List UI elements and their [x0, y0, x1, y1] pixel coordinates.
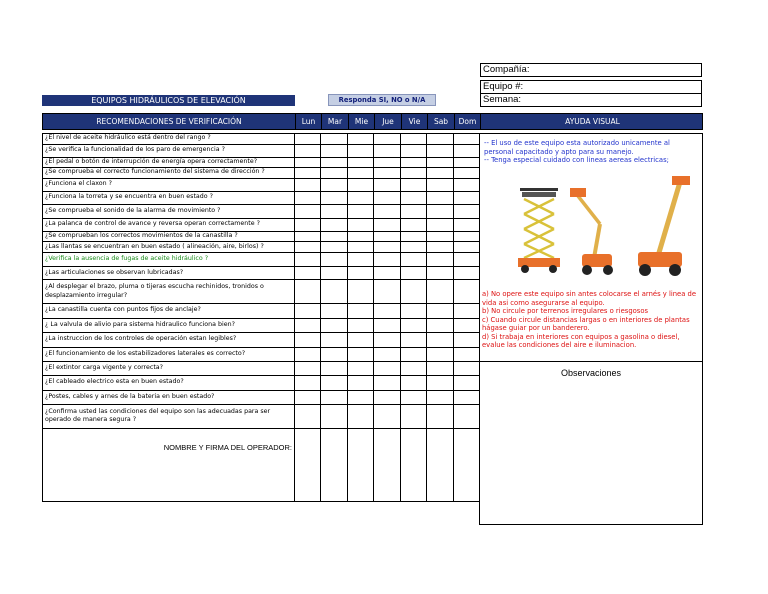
answer-cell-dom[interactable] — [454, 376, 480, 391]
table-row — [43, 253, 480, 267]
signature-day-cell[interactable] — [321, 428, 348, 501]
answer-cell-jue[interactable] — [374, 218, 401, 231]
answer-cell-mie[interactable] — [348, 253, 374, 267]
table-row — [43, 231, 480, 242]
answer-cell-jue[interactable] — [374, 231, 401, 242]
answer-cell-mar[interactable] — [321, 332, 348, 347]
answer-cell-vie[interactable] — [401, 390, 427, 405]
answer-cell-vie[interactable] — [401, 191, 427, 204]
company-field[interactable] — [480, 63, 702, 77]
answer-cell-vie[interactable] — [401, 168, 427, 179]
answer-cell-mar[interactable] — [321, 144, 348, 157]
answer-cell-sab[interactable] — [427, 157, 454, 168]
table-header — [42, 113, 703, 130]
answer-cell-dom[interactable] — [454, 178, 480, 191]
visual-aid-panel — [479, 133, 703, 525]
answer-cell-lun[interactable] — [295, 390, 321, 405]
answer-cell-lun[interactable] — [295, 157, 321, 168]
answer-cell-jue[interactable] — [374, 134, 401, 145]
answer-cell-dom[interactable] — [454, 242, 480, 253]
ventilation-rule: d) Si trabaja en interiores con equipos a gasolina o diesel, evalue las condiciones del aire e iluminacion. — [482, 332, 680, 349]
answer-cell-mar[interactable] — [321, 178, 348, 191]
day-header: Jue — [374, 114, 401, 129]
form-title: EQUIPOS HIDRÁULICOS DE ELEVACIÓN — [42, 95, 295, 106]
table-row — [43, 242, 480, 253]
answer-cell-jue[interactable] — [374, 144, 401, 157]
answer-cell-sab[interactable] — [427, 361, 454, 376]
answer-cell-jue[interactable] — [374, 280, 401, 304]
lift-equipment-illustration — [508, 174, 700, 282]
question-text: ¿ La valvula de alivio para sistema hidraulico funciona bien? — [43, 318, 295, 332]
answer-cell-vie[interactable] — [401, 361, 427, 376]
answer-cell-lun[interactable] — [295, 191, 321, 204]
signature-row — [43, 428, 480, 501]
answer-cell-mar[interactable] — [321, 191, 348, 204]
answer-cell-mar[interactable] — [321, 405, 348, 429]
answer-cell-jue[interactable] — [374, 191, 401, 204]
answer-cell-lun[interactable] — [295, 405, 321, 429]
answer-cell-dom[interactable] — [454, 405, 480, 429]
question-text: ¿El pedal o botón de interrupción de energía opera correctamente? — [43, 157, 295, 168]
answer-cell-dom[interactable] — [454, 204, 480, 218]
answer-cell-sab[interactable] — [427, 390, 454, 405]
signature-day-cell[interactable] — [454, 428, 480, 501]
answer-cell-mie[interactable] — [348, 134, 374, 145]
table-row — [43, 390, 480, 405]
answer-cell-lun[interactable] — [295, 376, 321, 391]
answer-cell-vie[interactable] — [401, 280, 427, 304]
answer-cell-mar[interactable] — [321, 267, 348, 280]
operator-signature-field[interactable] — [43, 428, 295, 501]
table-row — [43, 204, 480, 218]
answer-cell-vie[interactable] — [401, 134, 427, 145]
answer-cell-lun[interactable] — [295, 178, 321, 191]
answer-cell-sab[interactable] — [427, 376, 454, 391]
answer-cell-mie[interactable] — [348, 332, 374, 347]
table-row — [43, 361, 480, 376]
answer-cell-dom[interactable] — [454, 191, 480, 204]
answer-cell-mar[interactable] — [321, 318, 348, 332]
equipment-label: Equipo #: — [483, 81, 524, 92]
answer-cell-mar[interactable] — [321, 218, 348, 231]
day-header: Mar — [321, 114, 348, 129]
answer-cell-lun[interactable] — [295, 204, 321, 218]
question-text: ¿Funciona la torreta y se encuentra en buen estado ? — [43, 191, 295, 204]
question-text: ¿Verifica la ausencia de fugas de aceite hidráulico ? — [43, 253, 295, 267]
flagger-rule: c) Cuando circule distancias largas o en interiores de plantas hágase guiar por un banderero. — [482, 315, 690, 332]
answer-cell-mar[interactable] — [321, 231, 348, 242]
answer-cell-vie[interactable] — [401, 204, 427, 218]
answer-cell-dom[interactable] — [454, 390, 480, 405]
answer-cell-jue[interactable] — [374, 304, 401, 319]
answer-cell-vie[interactable] — [401, 178, 427, 191]
answer-cell-dom[interactable] — [454, 304, 480, 319]
answer-cell-mie[interactable] — [348, 204, 374, 218]
harness-rule: a) No opere este equipo sin antes colocarse el arnés y linea de vida asi como asegurarse al equipo. — [482, 290, 697, 307]
answer-cell-sab[interactable] — [427, 218, 454, 231]
table-row — [43, 218, 480, 231]
answer-cell-lun[interactable] — [295, 304, 321, 319]
table-row — [43, 157, 480, 168]
answer-cell-sab[interactable] — [427, 168, 454, 179]
week-field[interactable] — [480, 93, 702, 107]
table-row — [43, 304, 480, 319]
visual-aid-header: AYUDA VISUAL — [480, 114, 704, 129]
answer-cell-dom[interactable] — [454, 168, 480, 179]
answer-cell-mie[interactable] — [348, 242, 374, 253]
terrain-rule: b) No circule por terrenos irregulares o riesgosos — [482, 307, 649, 315]
signature-day-cell[interactable] — [374, 428, 401, 501]
answer-cell-jue[interactable] — [374, 157, 401, 168]
question-text: ¿El funcionamiento de los estabilizadores laterales es correcto? — [43, 347, 295, 361]
question-text: ¿La canastilla cuenta con puntos fijos de anclaje? — [43, 304, 295, 319]
signature-day-cell[interactable] — [427, 428, 454, 501]
answer-cell-mie[interactable] — [348, 178, 374, 191]
answer-cell-lun[interactable] — [295, 280, 321, 304]
answer-cell-mie[interactable] — [348, 347, 374, 361]
answer-cell-jue[interactable] — [374, 332, 401, 347]
answer-cell-mar[interactable] — [321, 376, 348, 391]
answer-cell-vie[interactable] — [401, 332, 427, 347]
answer-cell-mie[interactable] — [348, 390, 374, 405]
answer-cell-sab[interactable] — [427, 134, 454, 145]
answer-cell-mar[interactable] — [321, 168, 348, 179]
answer-cell-dom[interactable] — [454, 347, 480, 361]
answer-cell-mar[interactable] — [321, 304, 348, 319]
table-row — [43, 347, 480, 361]
answer-cell-sab[interactable] — [427, 405, 454, 429]
question-text: ¿El cableado electrico esta en buen estado? — [43, 376, 295, 391]
answer-cell-vie[interactable] — [401, 218, 427, 231]
observations-divider — [480, 361, 702, 362]
answer-cell-dom[interactable] — [454, 144, 480, 157]
question-text: ¿Confirma usted las condiciones del equipo son las adecuadas para ser operado de manera segura ? — [43, 405, 295, 429]
answer-cell-mie[interactable] — [348, 361, 374, 376]
week-label: Semana: — [483, 94, 522, 105]
power-lines-note: -- Tenga especial cuidado con lineas aereas electricas; — [484, 156, 669, 164]
answer-cell-mar[interactable] — [321, 347, 348, 361]
telescopic-boom-icon — [638, 176, 690, 276]
question-text: ¿Las articulaciones se observan lubricadas? — [43, 267, 295, 280]
answer-cell-sab[interactable] — [427, 191, 454, 204]
checklist-table — [42, 133, 480, 502]
table-row — [43, 134, 480, 145]
observations-area[interactable] — [480, 380, 702, 524]
answer-cell-dom[interactable] — [454, 231, 480, 242]
table-row — [43, 332, 480, 347]
answer-cell-lun[interactable] — [295, 332, 321, 347]
signature-day-cell[interactable] — [295, 428, 321, 501]
day-header: Dom — [454, 114, 480, 129]
company-label: Compañía: — [483, 64, 530, 75]
table-row — [43, 280, 480, 304]
answer-cell-jue[interactable] — [374, 347, 401, 361]
answer-cell-vie[interactable] — [401, 242, 427, 253]
answer-cell-lun[interactable] — [295, 318, 321, 332]
answer-cell-mie[interactable] — [348, 231, 374, 242]
answer-cell-sab[interactable] — [427, 347, 454, 361]
answer-cell-mar[interactable] — [321, 390, 348, 405]
answer-cell-dom[interactable] — [454, 218, 480, 231]
answer-cell-vie[interactable] — [401, 376, 427, 391]
answer-cell-dom[interactable] — [454, 253, 480, 267]
day-header: Lun — [295, 114, 321, 129]
answer-cell-vie[interactable] — [401, 267, 427, 280]
answer-cell-vie[interactable] — [401, 144, 427, 157]
question-text: ¿El nivel de aceite hidráulico está dentro del rango ? — [43, 134, 295, 145]
answer-cell-vie[interactable] — [401, 405, 427, 429]
answer-cell-mie[interactable] — [348, 376, 374, 391]
signature-day-cell[interactable] — [348, 428, 374, 501]
answer-cell-dom[interactable] — [454, 361, 480, 376]
answer-cell-jue[interactable] — [374, 242, 401, 253]
answer-cell-mie[interactable] — [348, 280, 374, 304]
answer-cell-sab[interactable] — [427, 332, 454, 347]
answer-cell-sab[interactable] — [427, 253, 454, 267]
boom-lift-icon — [570, 188, 613, 275]
question-text: ¿Se comprueba el sonido de la alarma de movimiento ? — [43, 204, 295, 218]
operator-signature-label: NOMBRE Y FIRMA DEL OPERADOR: — [163, 443, 292, 453]
answer-cell-sab[interactable] — [427, 304, 454, 319]
answer-cell-mie[interactable] — [348, 191, 374, 204]
table-row — [43, 168, 480, 179]
answer-cell-mar[interactable] — [321, 361, 348, 376]
answer-cell-jue[interactable] — [374, 361, 401, 376]
answer-cell-lun[interactable] — [295, 218, 321, 231]
answer-cell-mie[interactable] — [348, 405, 374, 429]
answer-cell-sab[interactable] — [427, 267, 454, 280]
answer-cell-mie[interactable] — [348, 157, 374, 168]
table-row — [43, 144, 480, 157]
answer-cell-lun[interactable] — [295, 361, 321, 376]
answer-cell-lun[interactable] — [295, 267, 321, 280]
answer-cell-jue[interactable] — [374, 168, 401, 179]
answer-cell-dom[interactable] — [454, 332, 480, 347]
question-text: ¿Funciona el claxon ? — [43, 178, 295, 191]
answer-cell-mar[interactable] — [321, 134, 348, 145]
answer-cell-sab[interactable] — [427, 280, 454, 304]
respond-instruction: Responda SI, NO o N/A — [328, 94, 436, 106]
answer-cell-sab[interactable] — [427, 231, 454, 242]
question-text: ¿Se verifica la funcionalidad de los paro de emergencia ? — [43, 144, 295, 157]
answer-cell-dom[interactable] — [454, 318, 480, 332]
answer-cell-vie[interactable] — [401, 157, 427, 168]
table-row — [43, 405, 480, 429]
answer-cell-jue[interactable] — [374, 376, 401, 391]
question-text: ¿Se comprueba el correcto funcionamiento del sistema de dirección ? — [43, 168, 295, 179]
answer-cell-mie[interactable] — [348, 168, 374, 179]
signature-day-cell[interactable] — [401, 428, 427, 501]
answer-cell-lun[interactable] — [295, 134, 321, 145]
answer-cell-vie[interactable] — [401, 347, 427, 361]
observations-label: Observaciones — [560, 368, 622, 378]
answer-cell-dom[interactable] — [454, 280, 480, 304]
table-row — [43, 267, 480, 280]
answer-cell-mie[interactable] — [348, 318, 374, 332]
answer-cell-vie[interactable] — [401, 318, 427, 332]
answer-cell-mie[interactable] — [348, 267, 374, 280]
answer-cell-jue[interactable] — [374, 318, 401, 332]
answer-cell-dom[interactable] — [454, 157, 480, 168]
question-text: ¿El extintor carga vigente y correcta? — [43, 361, 295, 376]
answer-cell-vie[interactable] — [401, 231, 427, 242]
usage-note: -- El uso de este equipo esta autorizado unicamente al personal capacitado y apto para su manejo. — [484, 139, 670, 156]
scissor-lift-icon — [518, 188, 560, 273]
answer-cell-lun[interactable] — [295, 144, 321, 157]
answer-cell-dom[interactable] — [454, 134, 480, 145]
answer-cell-dom[interactable] — [454, 267, 480, 280]
answer-cell-mie[interactable] — [348, 304, 374, 319]
answer-cell-sab[interactable] — [427, 178, 454, 191]
answer-cell-jue[interactable] — [374, 390, 401, 405]
answer-cell-mar[interactable] — [321, 157, 348, 168]
answer-cell-vie[interactable] — [401, 304, 427, 319]
question-text: ¿Al desplegar el brazo, pluma o tijeras escucha rechinidos, tronidos o desplazamiento irregular? — [43, 280, 295, 304]
table-row — [43, 318, 480, 332]
answer-cell-lun[interactable] — [295, 347, 321, 361]
answer-cell-mar[interactable] — [321, 253, 348, 267]
day-header: Sab — [427, 114, 454, 129]
answer-cell-sab[interactable] — [427, 144, 454, 157]
question-text: ¿Las llantas se encuentran en buen estado ( alineación, aire, birlos) ? — [43, 242, 295, 253]
equipment-field[interactable] — [480, 80, 702, 94]
answer-cell-lun[interactable] — [295, 242, 321, 253]
answer-cell-sab[interactable] — [427, 318, 454, 332]
answer-cell-lun[interactable] — [295, 231, 321, 242]
answer-cell-mar[interactable] — [321, 204, 348, 218]
answer-cell-sab[interactable] — [427, 242, 454, 253]
question-text: ¿La instruccion de los controles de operación estan legibles? — [43, 332, 295, 347]
answer-cell-mie[interactable] — [348, 218, 374, 231]
answer-cell-mie[interactable] — [348, 144, 374, 157]
question-text: ¿Postes, cables y arnes de la bateria en buen estado? — [43, 390, 295, 405]
answer-cell-jue[interactable] — [374, 178, 401, 191]
answer-cell-lun[interactable] — [295, 168, 321, 179]
question-text: ¿La palanca de control de avance y reversa operan correctamente ? — [43, 218, 295, 231]
answer-cell-jue[interactable] — [374, 204, 401, 218]
answer-cell-lun[interactable] — [295, 253, 321, 267]
answer-cell-sab[interactable] — [427, 204, 454, 218]
answer-cell-jue[interactable] — [374, 253, 401, 267]
answer-cell-vie[interactable] — [401, 253, 427, 267]
day-header: Mie — [348, 114, 374, 129]
day-header: Vie — [401, 114, 427, 129]
recommendations-header: RECOMENDACIONES DE VERIFICACIÓN — [96, 117, 242, 126]
table-row — [43, 376, 480, 391]
answer-cell-mar[interactable] — [321, 280, 348, 304]
answer-cell-jue[interactable] — [374, 267, 401, 280]
question-text: ¿Se comprueban los correctos movimientos de la canastilla ? — [43, 231, 295, 242]
table-row — [43, 178, 480, 191]
answer-cell-jue[interactable] — [374, 405, 401, 429]
answer-cell-mar[interactable] — [321, 242, 348, 253]
table-row — [43, 191, 480, 204]
